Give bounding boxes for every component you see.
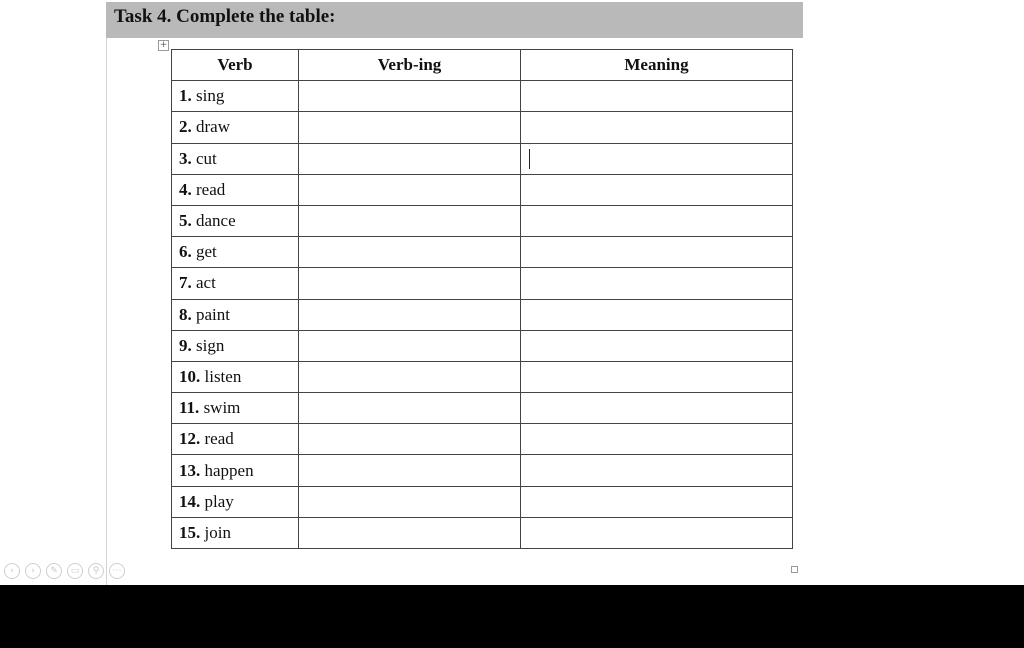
row-number: 1.: [179, 86, 192, 106]
meaning-cell[interactable]: [521, 112, 793, 143]
verb-cell[interactable]: [172, 455, 299, 486]
verb-ing-cell[interactable]: [299, 361, 521, 392]
bottom-black-band: [0, 585, 1024, 648]
meaning-cell[interactable]: [521, 143, 793, 174]
verb-cell[interactable]: [172, 517, 299, 548]
table-row: [172, 205, 793, 236]
table-header-row: [172, 50, 793, 81]
verb-text: dance: [196, 211, 236, 231]
header-verb: Verb: [172, 50, 299, 81]
verb-ing-cell[interactable]: [299, 393, 521, 424]
header-meaning: Meaning: [521, 50, 793, 81]
verb-text: happen: [204, 460, 254, 480]
verb-cell[interactable]: [172, 424, 299, 455]
presentation-toolbar: [4, 563, 125, 581]
verb-text: paint: [196, 304, 230, 324]
table-row: [172, 486, 793, 517]
row-number: 15.: [179, 522, 201, 542]
verb-cell[interactable]: [172, 237, 299, 268]
eraser-icon[interactable]: ▭: [67, 563, 83, 579]
row-number: 10.: [179, 366, 201, 386]
verb-ing-cell[interactable]: [299, 237, 521, 268]
verb-ing-cell[interactable]: [299, 299, 521, 330]
verb-cell[interactable]: [172, 143, 299, 174]
verb-table: [171, 49, 793, 549]
zoom-icon[interactable]: ⚲: [88, 563, 104, 579]
verb-cell[interactable]: [172, 205, 299, 236]
verb-ing-cell[interactable]: [299, 81, 521, 112]
table-row: [172, 268, 793, 299]
table-row: [172, 361, 793, 392]
verb-cell[interactable]: [172, 393, 299, 424]
verb-text: listen: [204, 366, 242, 386]
verb-text: read: [196, 179, 226, 199]
verb-cell[interactable]: [172, 112, 299, 143]
meaning-cell[interactable]: [521, 393, 793, 424]
row-number: 14.: [179, 491, 201, 511]
verb-text: cut: [196, 148, 217, 168]
verb-text: get: [196, 242, 217, 262]
row-number: 2.: [179, 117, 192, 137]
text-cursor: [529, 149, 530, 169]
row-number: 3.: [179, 148, 192, 168]
meaning-cell[interactable]: [521, 205, 793, 236]
verb-ing-cell[interactable]: [299, 268, 521, 299]
verb-text: sing: [196, 86, 225, 106]
table-row: [172, 237, 793, 268]
table-resize-handle[interactable]: [791, 566, 798, 573]
more-icon[interactable]: ⋯: [109, 563, 125, 579]
row-number: 12.: [179, 429, 201, 449]
verb-cell[interactable]: [172, 299, 299, 330]
table-row: [172, 112, 793, 143]
page-left-border: [106, 38, 107, 585]
row-number: 9.: [179, 335, 192, 355]
meaning-cell[interactable]: [521, 361, 793, 392]
table-row: [172, 393, 793, 424]
verb-ing-cell[interactable]: [299, 112, 521, 143]
verb-ing-cell[interactable]: [299, 174, 521, 205]
verb-text: join: [204, 522, 231, 542]
row-number: 11.: [179, 398, 200, 418]
meaning-cell[interactable]: [521, 424, 793, 455]
verb-text: sign: [196, 335, 225, 355]
meaning-cell[interactable]: [521, 81, 793, 112]
meaning-cell[interactable]: [521, 174, 793, 205]
task-title: Task 4. Complete the table:: [114, 6, 336, 27]
meaning-cell[interactable]: [521, 455, 793, 486]
table-row: [172, 174, 793, 205]
row-number: 4.: [179, 179, 192, 199]
row-number: 8.: [179, 304, 192, 324]
verb-ing-cell[interactable]: [299, 424, 521, 455]
meaning-cell[interactable]: [521, 299, 793, 330]
verb-ing-cell[interactable]: [299, 143, 521, 174]
verb-ing-cell[interactable]: [299, 330, 521, 361]
task-heading-bar: [106, 2, 803, 38]
verb-text: act: [196, 273, 216, 293]
row-number: 5.: [179, 211, 192, 231]
table-row: [172, 299, 793, 330]
verb-text: read: [204, 429, 234, 449]
verb-text: swim: [203, 398, 241, 418]
previous-icon[interactable]: ‹: [4, 563, 20, 579]
meaning-cell[interactable]: [521, 330, 793, 361]
table-row: [172, 517, 793, 548]
verb-ing-cell[interactable]: [299, 486, 521, 517]
verb-ing-cell[interactable]: [299, 455, 521, 486]
pen-icon[interactable]: ✎: [46, 563, 62, 579]
row-number: 6.: [179, 242, 192, 262]
meaning-cell[interactable]: [521, 517, 793, 548]
table-row: [172, 81, 793, 112]
table-row: [172, 143, 793, 174]
verb-cell[interactable]: [172, 361, 299, 392]
verb-cell[interactable]: [172, 486, 299, 517]
verb-text: play: [204, 491, 234, 511]
meaning-cell[interactable]: [521, 237, 793, 268]
verb-ing-cell[interactable]: [299, 517, 521, 548]
table-move-handle-icon[interactable]: +: [159, 40, 168, 50]
verb-cell[interactable]: [172, 81, 299, 112]
table-row: [172, 424, 793, 455]
header-verb-ing: Verb-ing: [299, 50, 521, 81]
verb-ing-cell[interactable]: [299, 205, 521, 236]
meaning-cell[interactable]: [521, 486, 793, 517]
table-row: [172, 455, 793, 486]
row-number: 13.: [179, 460, 201, 480]
next-icon[interactable]: ›: [25, 563, 41, 579]
verb-cell[interactable]: [172, 174, 299, 205]
table-row: [172, 330, 793, 361]
meaning-cell[interactable]: [521, 268, 793, 299]
verb-cell[interactable]: [172, 268, 299, 299]
row-number: 7.: [179, 273, 192, 293]
verb-cell[interactable]: [172, 330, 299, 361]
verb-text: draw: [196, 117, 230, 137]
